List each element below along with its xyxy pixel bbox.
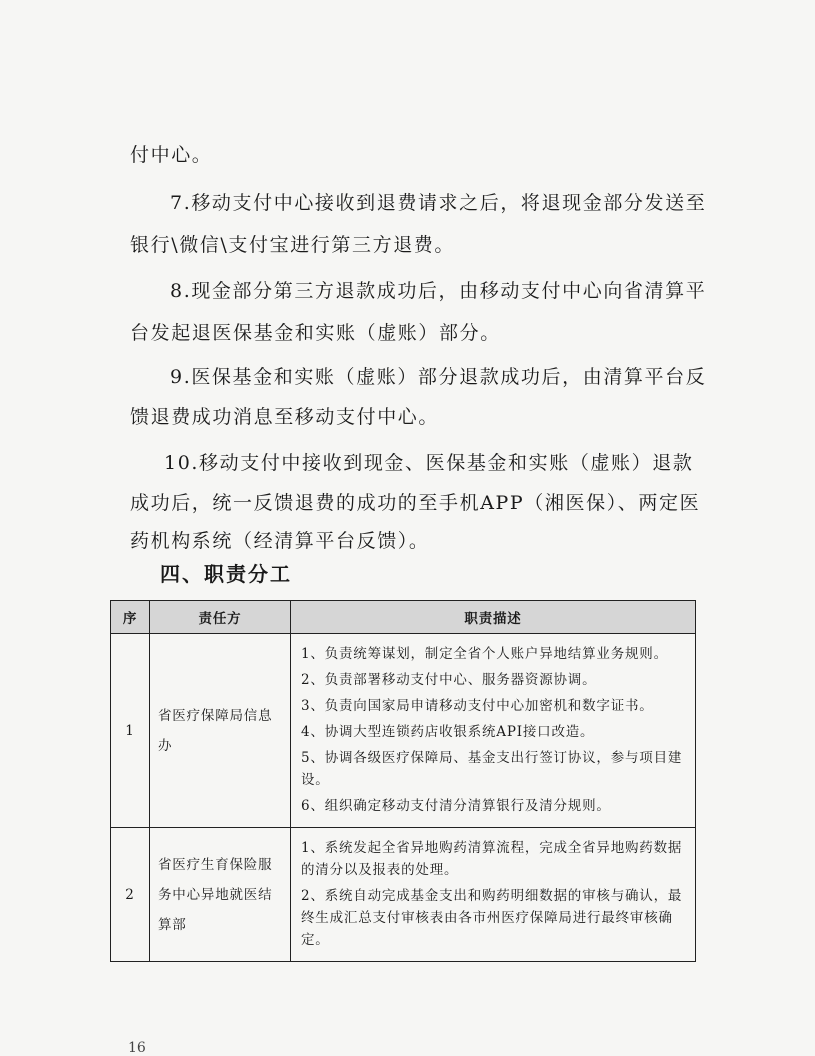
table-header-row [111,601,696,634]
duty-item: 2、负责部署移动支付中心、服务器资源协调。 [301,672,597,688]
body-line: 9.医保基金和实账（虚账）部分退款成功后，由清算平台反 [170,366,707,388]
section-heading: 四、职责分工 [160,562,292,586]
body-line: 10.移动支付中接收到现金、医保基金和实账（虚账）退款 [164,452,694,474]
duty-item: 5、协调各级医疗保障局、基金支出行签订协议，参与项目建设。 [301,750,683,788]
duty-item: 2、系统自动完成基金支出和购药明细数据的审核与确认，最终生成汇总支付审核表由各市州医疗保障局进行最终审核确定。 [301,888,683,948]
body-line: 馈退费成功消息至移动支付中心。 [130,406,440,428]
row-duties [291,634,696,828]
row-seq: 2 [111,828,150,962]
duty-item: 1、系统发起全省异地购药清算流程，完成全省异地购药数据的清分以及报表的处理。 [301,840,683,878]
body-line: 银行\微信\支付宝进行第三方退费。 [130,234,456,256]
body-line: 8.现金部分第三方退款成功后，由移动支付中心向省清算平 [170,280,707,302]
body-line: 7.移动支付中心接收到退费请求之后，将退现金部分发送至 [170,192,707,214]
body-line: 付中心。 [130,144,213,166]
row-duties [291,828,696,962]
table-row [111,634,696,828]
responsibility-table [110,600,696,962]
body-line: 成功后，统一反馈退费的成功的至手机APP（湘医保）、两定医 [130,492,701,514]
row-seq: 1 [111,634,150,828]
page-number: 16 [128,1040,146,1056]
row-party: 省医疗生育保险服务中心异地就医结算部 [150,828,291,962]
duty-item: 3、负责向国家局申请移动支付中心加密机和数字证书。 [301,698,654,714]
header-party: 责任方 [150,601,291,634]
header-desc: 职责描述 [291,601,696,634]
row-party: 省医疗保障局信息办 [150,634,291,828]
duty-item: 6、组织确定移动支付清分清算银行及清分规则。 [301,798,611,814]
body-line: 药机构系统（经清算平台反馈）。 [130,530,430,552]
duty-item: 4、协调大型连锁药店收银系统API接口改造。 [301,724,595,740]
body-line: 台发起退医保基金和实账（虚账）部分。 [130,322,501,344]
duty-item: 1、负责统筹谋划，制定全省个人账户异地结算业务规则。 [301,646,668,662]
table-row [111,828,696,962]
header-seq: 序 [111,601,150,634]
